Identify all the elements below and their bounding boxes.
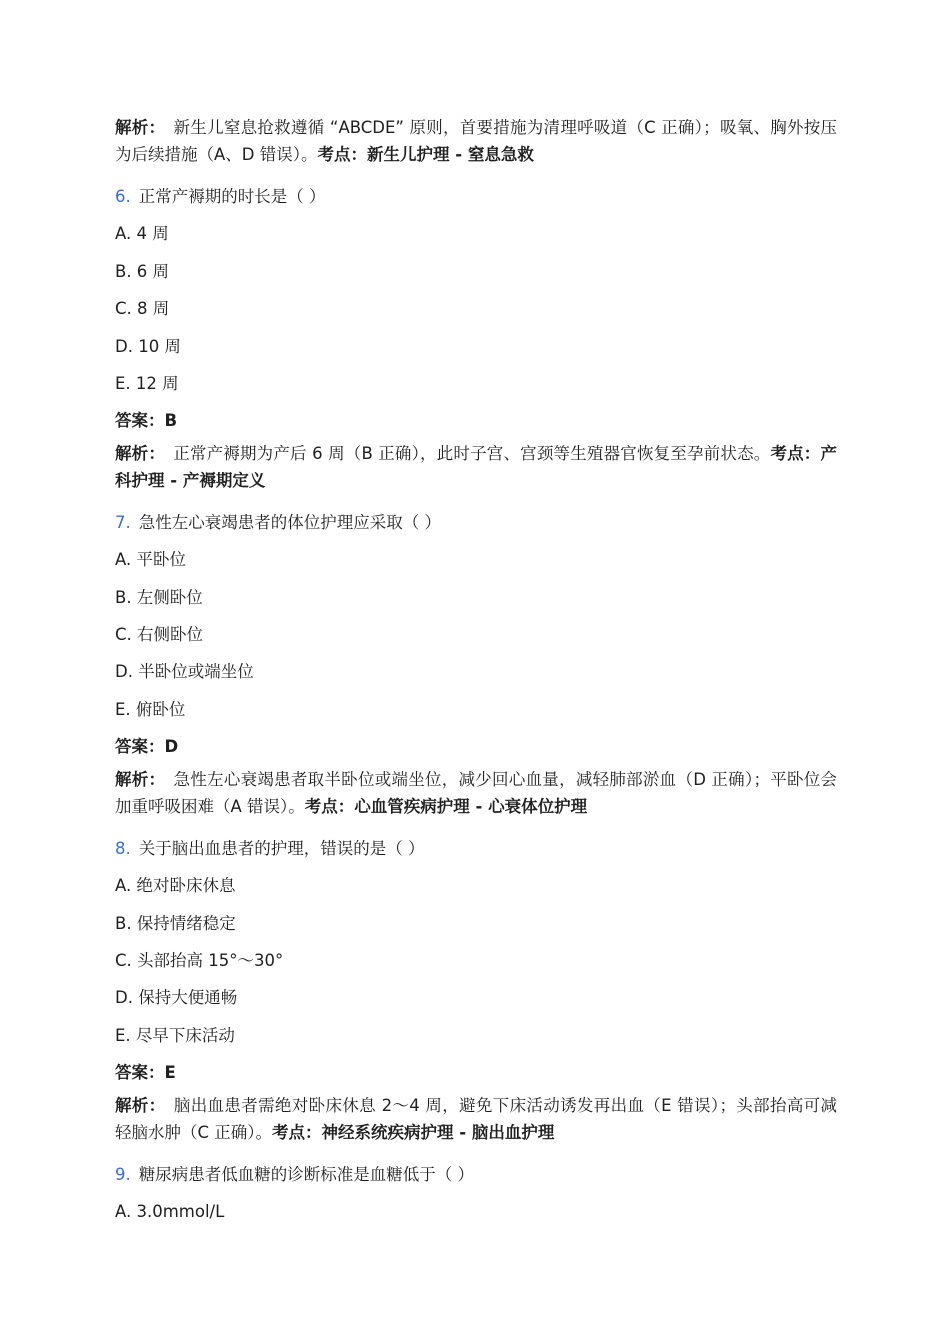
answer-option: C. 右侧卧位 bbox=[115, 625, 204, 645]
question-number: 9. bbox=[115, 1164, 131, 1184]
answer-option: B. 左侧卧位 bbox=[115, 587, 203, 607]
question-text: 关于脑出血患者的护理，错误的是（ ） bbox=[138, 838, 425, 858]
correct-answer: 答案：D bbox=[115, 737, 179, 757]
question-stem bbox=[115, 178, 837, 215]
analysis-text: 正常产褥期为产后 6 周（B 正确），此时子宫、宫颈等生殖器官恢复至孕前状态。 bbox=[173, 443, 771, 463]
question-number: 6. bbox=[115, 187, 131, 206]
question-text: 正常产褥期的时长是（ ） bbox=[138, 187, 326, 206]
question-number: 8. bbox=[115, 838, 131, 858]
answer-option: B. 保持情绪稳定 bbox=[115, 913, 236, 933]
answer-option: C. 8 周 bbox=[115, 299, 170, 319]
analysis-label: 解析： bbox=[115, 769, 166, 789]
analysis-paragraph bbox=[115, 1092, 837, 1146]
answer-option: A. 4 周 bbox=[115, 224, 169, 244]
answer-option: E. 12 周 bbox=[115, 374, 179, 394]
answer-option: D. 半卧位或端坐位 bbox=[115, 662, 254, 682]
correct-answer: 答案：B bbox=[115, 411, 178, 431]
answer-option: D. 保持大便通畅 bbox=[115, 988, 238, 1008]
exam-point-tag: 考点：新生儿护理 - 窒息急救 bbox=[317, 145, 534, 164]
answer-option: B. 6 周 bbox=[115, 261, 170, 281]
correct-answer: 答案：E bbox=[115, 1063, 176, 1083]
answer-option: A. 平卧位 bbox=[115, 550, 186, 570]
answer-option: A. 3.0mmol/L bbox=[115, 1201, 225, 1221]
answer-option: E. 尽早下床活动 bbox=[115, 1025, 235, 1045]
analysis-paragraph bbox=[115, 766, 837, 820]
question-text: 急性左心衰竭患者的体位护理应采取（ ） bbox=[138, 512, 441, 532]
exam-point-tag: 考点：产科护理 - 产褥期定义 bbox=[115, 443, 837, 490]
question-text: 糖尿病患者低血糖的诊断标准是血糖低于（ ） bbox=[138, 1164, 474, 1184]
analysis-paragraph bbox=[115, 114, 837, 168]
question-number: 7. bbox=[115, 512, 131, 532]
analysis-label: 解析： bbox=[115, 1095, 166, 1115]
answer-option: C. 头部抬高 15°～30° bbox=[115, 950, 284, 970]
question-list bbox=[115, 114, 837, 1230]
question-stem bbox=[115, 504, 837, 541]
analysis-text: 脑出血患者需绝对卧床休息 2～4 周，避免下床活动诱发再出血（E 错误）；头部抬高可减轻脑水肿（C 正确）。 bbox=[115, 1095, 838, 1142]
answer-option: D. 10 周 bbox=[115, 336, 181, 356]
answer-option: A. 绝对卧床休息 bbox=[115, 876, 236, 896]
exam-point-tag: 考点：神经系统疾病护理 - 脑出血护理 bbox=[272, 1122, 555, 1142]
analysis-text: 急性左心衰竭患者取半卧位或端坐位，减少回心血量，减轻肺部淤血（D 正确）；平卧位会加重呼吸困难（A 错误）。 bbox=[115, 769, 838, 816]
analysis-label: 解析： bbox=[115, 443, 166, 463]
answer-option: E. 俯卧位 bbox=[115, 699, 186, 719]
analysis-paragraph bbox=[115, 440, 837, 494]
analysis-label: 解析： bbox=[115, 118, 166, 137]
question-stem bbox=[115, 830, 837, 867]
exam-point-tag: 考点：心血管疾病护理 - 心衰体位护理 bbox=[304, 796, 588, 816]
question-stem bbox=[115, 1156, 837, 1193]
analysis-text: 新生儿窒息抢救遵循 “ABCDE” 原则，首要措施为清理呼吸道（C 正确）；吸氧、胸外按压为后续措施（A、D 错误）。 bbox=[115, 118, 838, 164]
